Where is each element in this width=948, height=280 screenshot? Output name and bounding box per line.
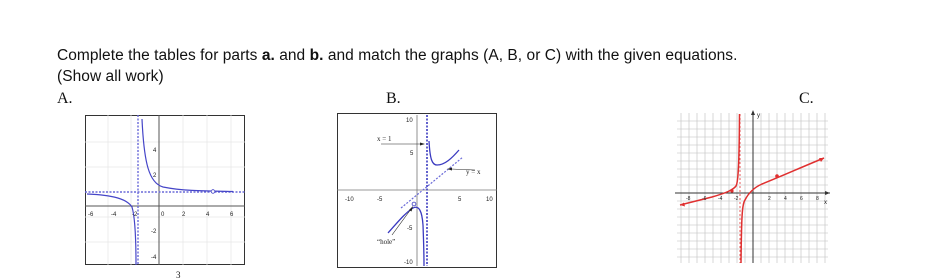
graph-a-ytick: -4 xyxy=(151,255,157,261)
graph-a-xtick: 6 xyxy=(230,212,234,218)
graph-c-xtick: 2 xyxy=(768,196,771,202)
graph-b-xtick: -5 xyxy=(377,197,383,203)
graph-c-xtick: -8 xyxy=(686,196,691,202)
graph-b-ytick: 10 xyxy=(406,118,413,124)
graph-c-xtick: -6 xyxy=(702,196,707,202)
graph-a-ytick: 4 xyxy=(153,148,157,154)
graph-c-label: C. xyxy=(799,90,814,107)
graph-b-xtick: 10 xyxy=(486,197,493,203)
graph-b-oblique-label: y = x xyxy=(466,168,481,176)
graph-b-ytick: -5 xyxy=(407,226,413,232)
graph-a-xtick: 4 xyxy=(206,212,210,218)
graph-a-xtick: 0 xyxy=(161,212,165,218)
graph-c-xtick: 4 xyxy=(784,196,787,202)
graph-b-xtick: -10 xyxy=(345,197,354,203)
graph-a-xtick: -6 xyxy=(88,212,94,218)
instructions-line-2: (Show all work) xyxy=(57,68,164,85)
graph-b-asymptote-label: x = 1 xyxy=(377,135,392,143)
graph-c xyxy=(672,108,832,263)
graph-b-ytick: 5 xyxy=(410,151,414,157)
graph-c-xtick: 8 xyxy=(816,196,819,202)
graph-a-xtick: -4 xyxy=(111,212,117,218)
graph-c-axis-x: x xyxy=(824,200,827,206)
graph-a-ytick: -2 xyxy=(151,229,157,235)
cut-off-text: 3 xyxy=(176,270,181,280)
graph-c-axis-y: y xyxy=(757,113,760,119)
graph-b xyxy=(337,113,497,268)
graph-b-label: B. xyxy=(386,90,401,107)
graph-a-xtick: -2 xyxy=(132,212,138,218)
graph-a-label: A. xyxy=(57,90,73,107)
graph-c-xtick: 6 xyxy=(800,196,803,202)
instructions-line-1: Complete the tables for parts a. and b. and match the graphs (A, B, or C) with the given equations. xyxy=(57,47,738,64)
graph-a-xtick: 2 xyxy=(182,212,186,218)
graph-a xyxy=(85,115,245,265)
graph-b-hole-label: “hole” xyxy=(377,238,396,246)
graph-c-xtick: -4 xyxy=(718,196,723,202)
graph-b-ytick: -10 xyxy=(404,260,413,266)
graph-c-xtick: -2 xyxy=(734,196,739,202)
graph-a-ytick: 2 xyxy=(153,173,157,179)
instructions xyxy=(57,45,737,87)
graph-b-xtick: 5 xyxy=(458,197,462,203)
